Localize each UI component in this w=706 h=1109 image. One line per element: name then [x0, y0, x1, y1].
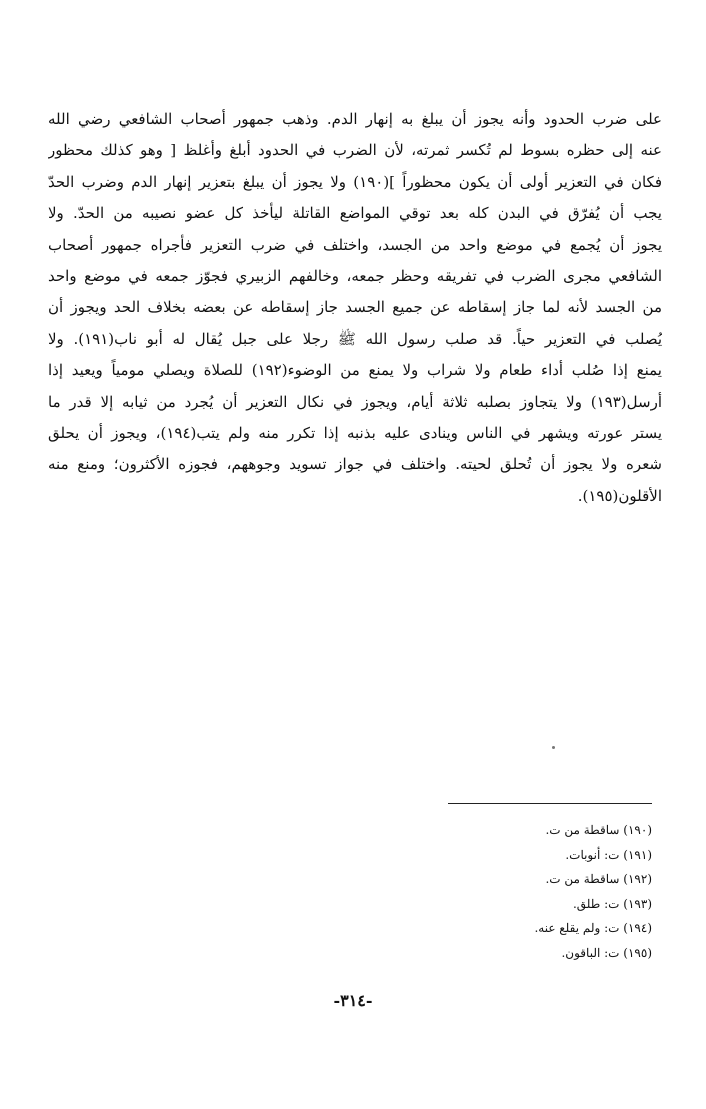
footnotes-block: [352, 818, 652, 966]
footnote-item: (١٩٥) ت: الباقون.: [561, 945, 652, 960]
text-line: يجب أن يُفرّق في البدن كله بعد توقي المواضع القاتلة ليأخذ كل عضو نصيبه من الحدّ. ولا: [48, 204, 662, 223]
text-line: من الجسد لأنه لما جاز إسقاطه عن جميع الجسد جاز إسقاطه عن بعضه بخلاف الحد ويجوز أن: [48, 298, 662, 317]
text-line: يمنع إذا صُلب أداء طعام ولا شراب ولا يمنع من الوضوء(١٩٢) للصلاة ويصلي مومياً ويعيد إذا: [48, 361, 662, 380]
text-line: يجوز أن يُجمع في موضع واحد من الجسد، واختلف في ضرب التعزير فأجراه جمهور أصحاب: [48, 235, 662, 254]
text-line: أرسل(١٩٣) ولا يتجاوز بصلبه ثلاثة أيام، ويجوز في نكال التعزير أن يُجرد من ثيابه إلا قدر ما: [48, 392, 662, 411]
footnote-item: (١٩٤) ت: ولم يقلع عنه.: [534, 921, 652, 936]
page-number: -٣١٤-: [333, 991, 373, 1010]
footnote-item: (١٩٢) ساقطة من ت.: [545, 872, 652, 887]
text-line: يستر عورته ويشهر في الناس وينادى عليه بذنبه إذا تكرر منه ولم يتب(١٩٤)، ويجوز أن يحلق: [48, 423, 662, 442]
text-line: الشافعي مجرى الضرب في تفريقه وحظر جمعه، وخالفهم الزبيري فجوّز جمعه في موضع واحد: [48, 266, 662, 285]
footnote-item: (١٩٣) ت: طلق.: [572, 896, 652, 911]
text-line-final: الأقلون(١٩٥).: [577, 486, 662, 505]
footnote-separator-rule: [448, 803, 652, 804]
text-line: شعره ولا يجوز أن تُحلق لحيته. واختلف في جواز تسويد وجوههم، فجوزه الأكثرون؛ ومنع منه: [48, 455, 662, 474]
footnote-item: (١٩١) ت: أنوبات.: [565, 847, 652, 862]
footnote-item: (١٩٠) ساقطة من ت.: [545, 823, 652, 837]
text-line: يُصلب في التعزير حياً. قد صلب رسول الله ﷺ رجلا على جبل يُقال له أبو ناب(١٩١). ولا: [48, 329, 662, 348]
text-line: على ضرب الحدود وأنه يجوز أن يبلغ به إنهار الدم. وذهب جمهور أصحاب الشافعي رضي الله: [48, 110, 662, 128]
scan-speck: [552, 746, 555, 749]
main-text-block: [48, 104, 662, 512]
text-line: فكان في التعزير أولى أن يكون محظوراً ](١٩٠) ولا يجوز أن يبلغ بتعزير إنهار الدم وضرب الحدّ: [48, 172, 662, 191]
text-line: عنه إلى حظره بسوط لم تُكسر ثمرته، لأن الضرب في الحدود أبلغ وأغلظ [ وهو كذلك محظور: [48, 141, 662, 160]
